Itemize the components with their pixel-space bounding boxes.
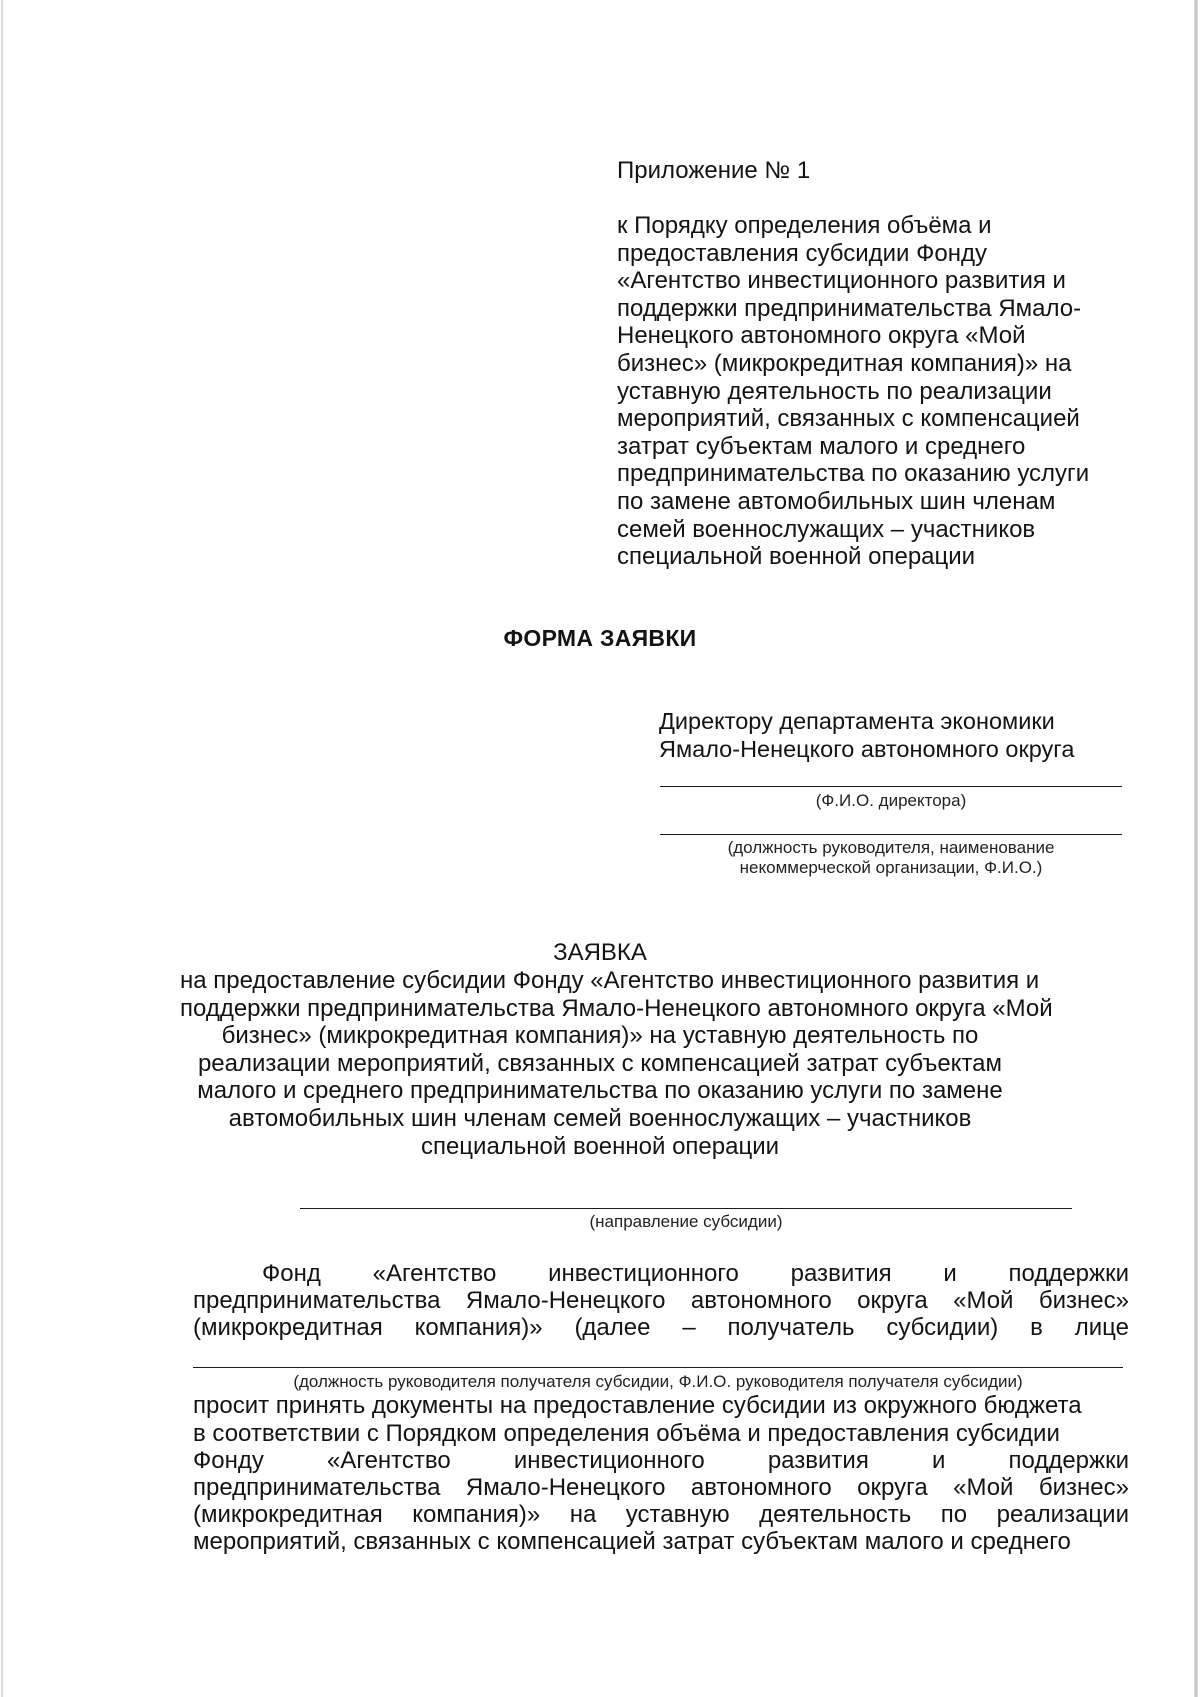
body-line: Фонд «Агентство инвестиционного развития и поддержки bbox=[262, 1260, 1129, 1287]
appendix-line: бизнес» (микрокредитная компания)» на bbox=[617, 349, 1072, 377]
director-caption: (Ф.И.О. директора) bbox=[815, 791, 967, 810]
body-line: мероприятий, связанных с компенсацией затрат субъектам малого и среднего bbox=[193, 1528, 1071, 1555]
applicant-caption bbox=[660, 838, 1122, 878]
request-title bbox=[180, 967, 1053, 1160]
director-name-line[interactable] bbox=[660, 786, 1122, 787]
page-edge-right bbox=[1194, 0, 1198, 1697]
page-edge-left bbox=[1, 0, 3, 1697]
request-heading: ЗАЯВКА bbox=[553, 939, 647, 966]
appendix-line: Ненецкого автономного округа «Мой bbox=[617, 322, 1026, 350]
addressee-line: Ямало-Ненецкого автономного округа bbox=[659, 735, 1075, 762]
applicant-line[interactable] bbox=[660, 834, 1122, 835]
appendix-line: семей военнослужащих – участников bbox=[617, 515, 1036, 543]
body-line: просит принять документы на предоставление субсидии из окружного бюджета bbox=[193, 1392, 1082, 1419]
form-title: ФОРМА ЗАЯВКИ bbox=[503, 625, 697, 651]
appendix-reference bbox=[617, 212, 1137, 571]
appendix-line: уставную деятельность по реализации bbox=[617, 377, 1052, 405]
appendix-line: предоставления субсидии Фонду bbox=[617, 239, 987, 267]
applicant-caption-line: (должность руководителя, наименование bbox=[727, 838, 1055, 857]
appendix-line: по замене автомобильных шин членам bbox=[617, 487, 1056, 515]
appendix-line: предпринимательства по оказанию услуги bbox=[617, 460, 1090, 488]
request-title-line: реализации мероприятий, связанных с компенсацией затрат субъектам bbox=[197, 1049, 1003, 1077]
body-line: в соответствии с Порядком определения объёма и предоставления субсидии bbox=[193, 1420, 1060, 1447]
appendix-title: Приложение № 1 bbox=[617, 157, 811, 184]
request-title-line: малого и среднего предпринимательства по оказанию услуги по замене bbox=[197, 1077, 1003, 1105]
subsidy-direction-line[interactable] bbox=[300, 1208, 1072, 1209]
subsidy-direction-caption: (направление субсидии) bbox=[589, 1212, 783, 1231]
request-title-line: специальной военной операции bbox=[420, 1132, 780, 1160]
addressee-block bbox=[659, 708, 1074, 763]
request-title-line: автомобильных шин членам семей военнослужащих – участников bbox=[228, 1104, 972, 1132]
body-line: (микрокредитная компания)» (далее – получатель субсидии) в лице bbox=[193, 1314, 1129, 1341]
body-line: предпринимательства Ямало-Ненецкого автономного округа «Мой бизнес» bbox=[193, 1287, 1129, 1314]
appendix-line: мероприятий, связанных с компенсацией bbox=[617, 405, 1080, 433]
head-name-line[interactable] bbox=[193, 1367, 1123, 1368]
body-line: Фонду «Агентство инвестиционного развития и поддержки bbox=[193, 1447, 1129, 1474]
request-title-line: поддержки предпринимательства Ямало-Ненецкого автономного округа «Мой bbox=[180, 994, 1053, 1022]
appendix-line: к Порядку определения объёма и bbox=[617, 212, 992, 239]
request-title-line: на предоставление субсидии Фонду «Агентство инвестиционного развития и bbox=[180, 967, 1040, 994]
appendix-line: затрат субъектам малого и среднего bbox=[617, 432, 1026, 460]
request-title-line: бизнес» (микрокредитная компания)» на уставную деятельность по bbox=[221, 1022, 979, 1050]
appendix-line: поддержки предпринимательства Ямало- bbox=[617, 294, 1082, 322]
appendix-line: специальной военной операции bbox=[617, 543, 976, 571]
applicant-caption-line: некоммерческой организации, Ф.И.О.) bbox=[739, 858, 1043, 877]
body-line: предпринимательства Ямало-Ненецкого автономного округа «Мой бизнес» bbox=[193, 1474, 1129, 1501]
appendix-line: «Агентство инвестиционного развития и bbox=[617, 267, 1066, 295]
body-line: (микрокредитная компания)» на уставную деятельность по реализации bbox=[193, 1501, 1129, 1528]
head-caption: (должность руководителя получателя субсидии, Ф.И.О. руководителя получателя субсидии) bbox=[293, 1372, 1023, 1391]
addressee-line: Директору департамента экономики bbox=[659, 708, 1055, 734]
